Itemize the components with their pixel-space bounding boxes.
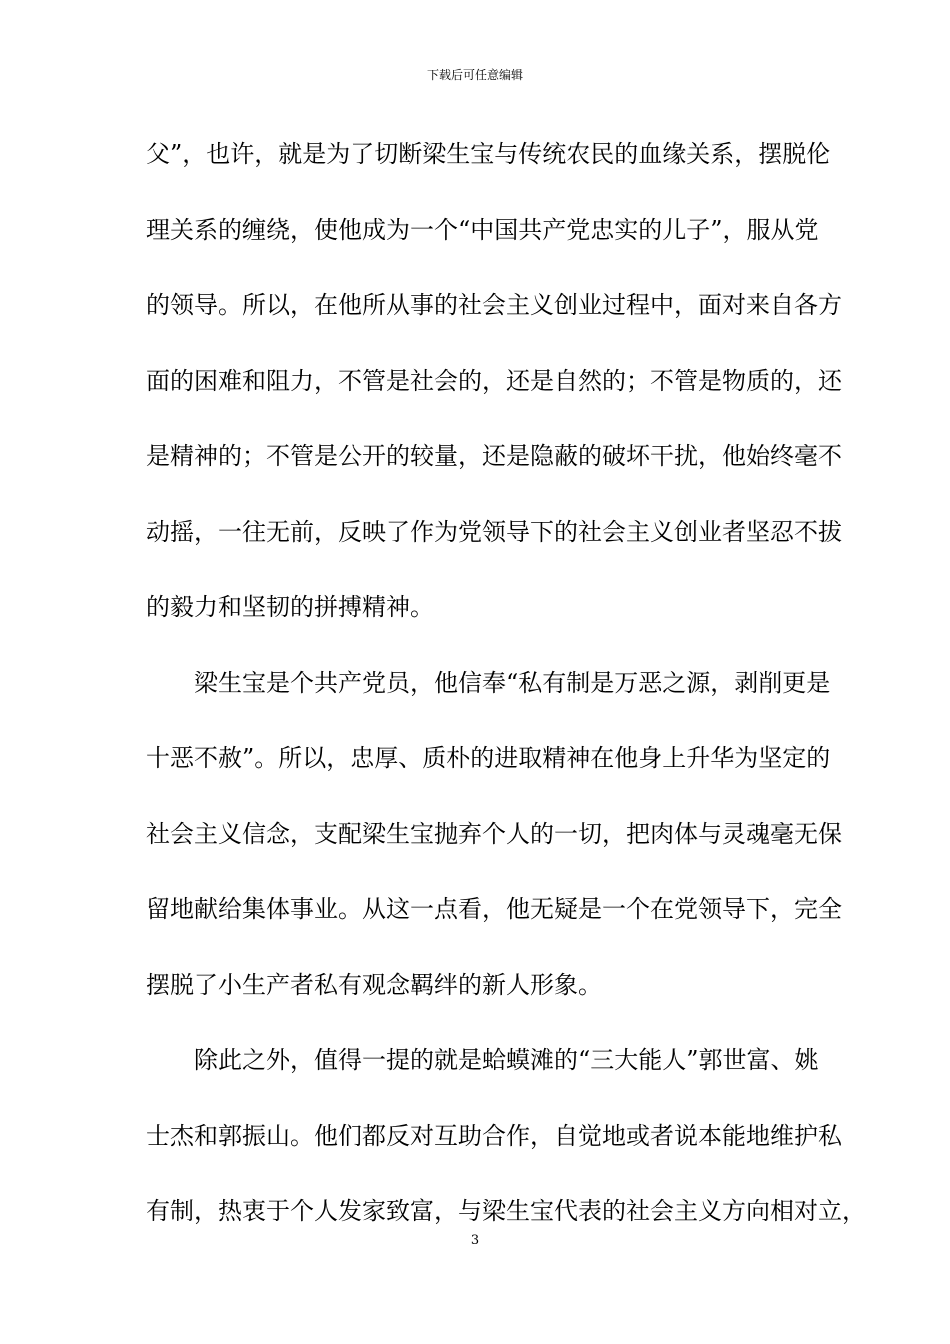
body-text: [146, 132, 866, 1265]
text-line: 有制，热衷于个人发家致富，与梁生宝代表的社会主义方向相对立，: [146, 1197, 866, 1225]
text-line: 面的困难和阻力，不管是社会的，还是自然的；不管是物质的，还: [146, 366, 842, 395]
text-line: 十恶不赦”。所以，忠厚、质朴的进取精神在他身上升华为坚定的: [146, 744, 831, 772]
text-line: 摆脱了小生产者私有观念羁绊的新人形象。: [146, 970, 602, 999]
text-line: 梁生宝是个共产党员，他信奉“私有制是万恶之源，剥削更是: [194, 668, 831, 697]
text-line: 的领导。所以，在他所从事的社会主义创业过程中，面对来自各方: [146, 291, 842, 319]
text-line: 的毅力和坚韧的拼搏精神。: [146, 593, 434, 621]
text-line: 留地献给集体事业。从这一点看，他无疑是一个在党领导下，完全: [146, 895, 842, 923]
text-line: 理关系的缠绕，使他成为一个“中国共产党忠实的儿子”，服从党: [146, 215, 819, 244]
page-header: 下载后可任意编辑: [426, 68, 523, 82]
text-line: 是精神的；不管是公开的较量，还是隐蔽的破坏干扰，他始终毫不: [146, 442, 842, 470]
text-line: 除此之外，值得一提的就是蛤蟆滩的“三大能人”郭世富、姚: [194, 1046, 819, 1074]
text-line: 动摇，一往无前，反映了作为党领导下的社会主义创业者坚忍不拔: [146, 517, 842, 546]
text-line: 士杰和郭振山。他们都反对互助合作，自觉地或者说本能地维护私: [146, 1121, 842, 1150]
text-line: 父”，也许，就是为了切断梁生宝与传统农民的血缘关系，摆脱伦: [146, 140, 831, 168]
text-line: 社会主义信念，支配梁生宝抛弃个人的一切，把肉体与灵魂毫无保: [146, 819, 842, 848]
page-number: 3: [470, 1233, 480, 1248]
